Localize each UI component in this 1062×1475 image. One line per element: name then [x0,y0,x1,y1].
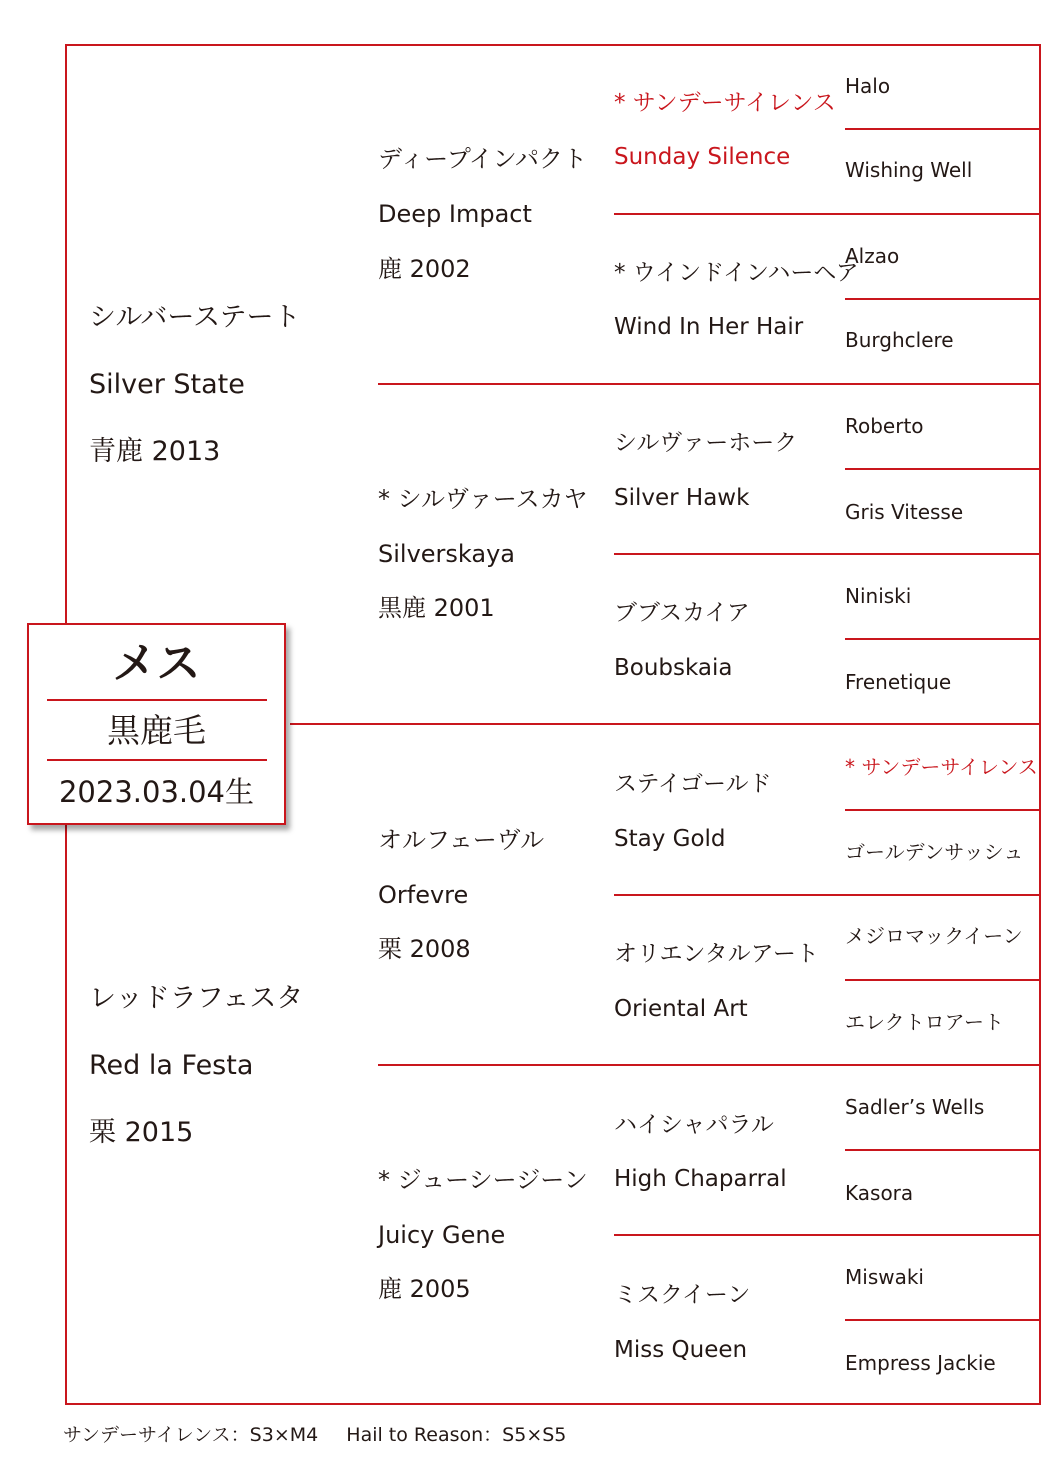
g3-name-en: Boubskaia [614,655,733,681]
divider-sire-dam [290,723,1041,725]
divider-g4 [845,298,1041,300]
g2-name-jp: オルフェーヴル [378,826,545,854]
divider-g2 [378,1064,1041,1066]
g3-name-jp: ミスクイーン [614,1282,751,1308]
g3-name-jp: ハイシャパラル [614,1112,774,1138]
g2-info: 栗 2008 [378,935,471,963]
inbreeding-note: サンデーサイレンス：S3×M4 [63,1424,319,1446]
sire-name-en: Silver State [89,369,245,400]
g3-name-en: Silver Hawk [614,485,750,511]
g3-name-en: Sunday Silence [614,144,791,170]
horse-info-box [27,623,286,825]
divider-g3 [614,553,1041,555]
divider-g4 [845,468,1041,470]
inbreeding-notes [63,1420,588,1447]
g2-name-jp: ディープインパクト [378,145,588,173]
g4-name: Burghclere [845,328,954,352]
divider-g2 [378,383,1041,385]
divider-g4 [845,1319,1041,1321]
horse-birth: 2023.03.04生 [58,775,255,809]
g4-name: Niniski [845,584,912,608]
g4-name: ゴールデンサッシュ [845,840,1024,864]
sire-info: 青鹿 2013 [89,436,221,467]
g2-name-en: Deep Impact [378,200,532,228]
inbreeding-note: Hail to Reason：S5×S5 [346,1424,567,1446]
dam-name-en: Red la Festa [89,1050,254,1081]
divider-g3 [614,213,1041,215]
g2-name-jp: * ジューシージーン [378,1166,588,1194]
g3-name-en: High Chaparral [614,1166,787,1192]
g4-name: メジロマックイーン [845,924,1023,948]
g3-name-jp: ブブスカイア [614,600,750,626]
divider-g4 [845,1149,1041,1151]
g4-name: Wishing Well [845,158,973,182]
divider-g3 [614,894,1041,896]
g3-name-en: Oriental Art [614,996,748,1022]
g3-name-jp: ステイゴールド [614,771,772,797]
g4-name: Roberto [845,414,924,438]
dam-name-jp: レッドラフェスタ [89,983,304,1014]
g4-name: Halo [845,74,891,98]
horse-box-divider [47,759,267,761]
g2-info: 鹿 2002 [378,255,471,283]
g3-name-jp: オリエンタルアート [614,941,819,967]
horse-box-divider [47,699,267,701]
g3-name-en: Wind In Her Hair [614,314,804,340]
g4-name: Gris Vitesse [845,500,964,524]
g2-name-en: Juicy Gene [378,1221,506,1249]
g4-name: * サンデーサイレンス [845,755,1038,779]
g4-name: Kasora [845,1181,914,1205]
divider-g4 [845,809,1041,811]
g3-name-en: Stay Gold [614,826,726,852]
g2-info: 鹿 2005 [378,1275,471,1303]
dam-info: 栗 2015 [89,1117,194,1148]
divider-g4 [845,979,1041,981]
g4-name: Alzao [845,244,900,268]
g3-name-jp: * ウインドインハーヘア [614,260,859,286]
g4-name: Frenetique [845,670,952,694]
sire-name-jp: シルバーステート [89,302,301,333]
g4-name: Sadler’s Wells [845,1095,985,1119]
g2-name-en: Silverskaya [378,540,516,568]
divider-g4 [845,128,1041,130]
g4-name: Miswaki [845,1265,924,1289]
g2-info: 黒鹿 2001 [378,594,495,622]
g2-name-en: Orfevre [378,881,469,909]
divider-g4 [845,638,1041,640]
g3-name-en: Miss Queen [614,1337,748,1363]
g2-name-jp: * シルヴァースカヤ [378,485,588,513]
horse-color: 黒鹿毛 [107,711,206,750]
g3-name-jp: シルヴァーホーク [614,430,798,456]
horse-sex: メス [112,638,201,689]
g3-name-jp: * サンデーサイレンス [614,90,836,116]
g4-name: Empress Jackie [845,1351,996,1375]
g4-name: エレクトロアート [845,1010,1004,1034]
divider-g3 [614,1234,1041,1236]
